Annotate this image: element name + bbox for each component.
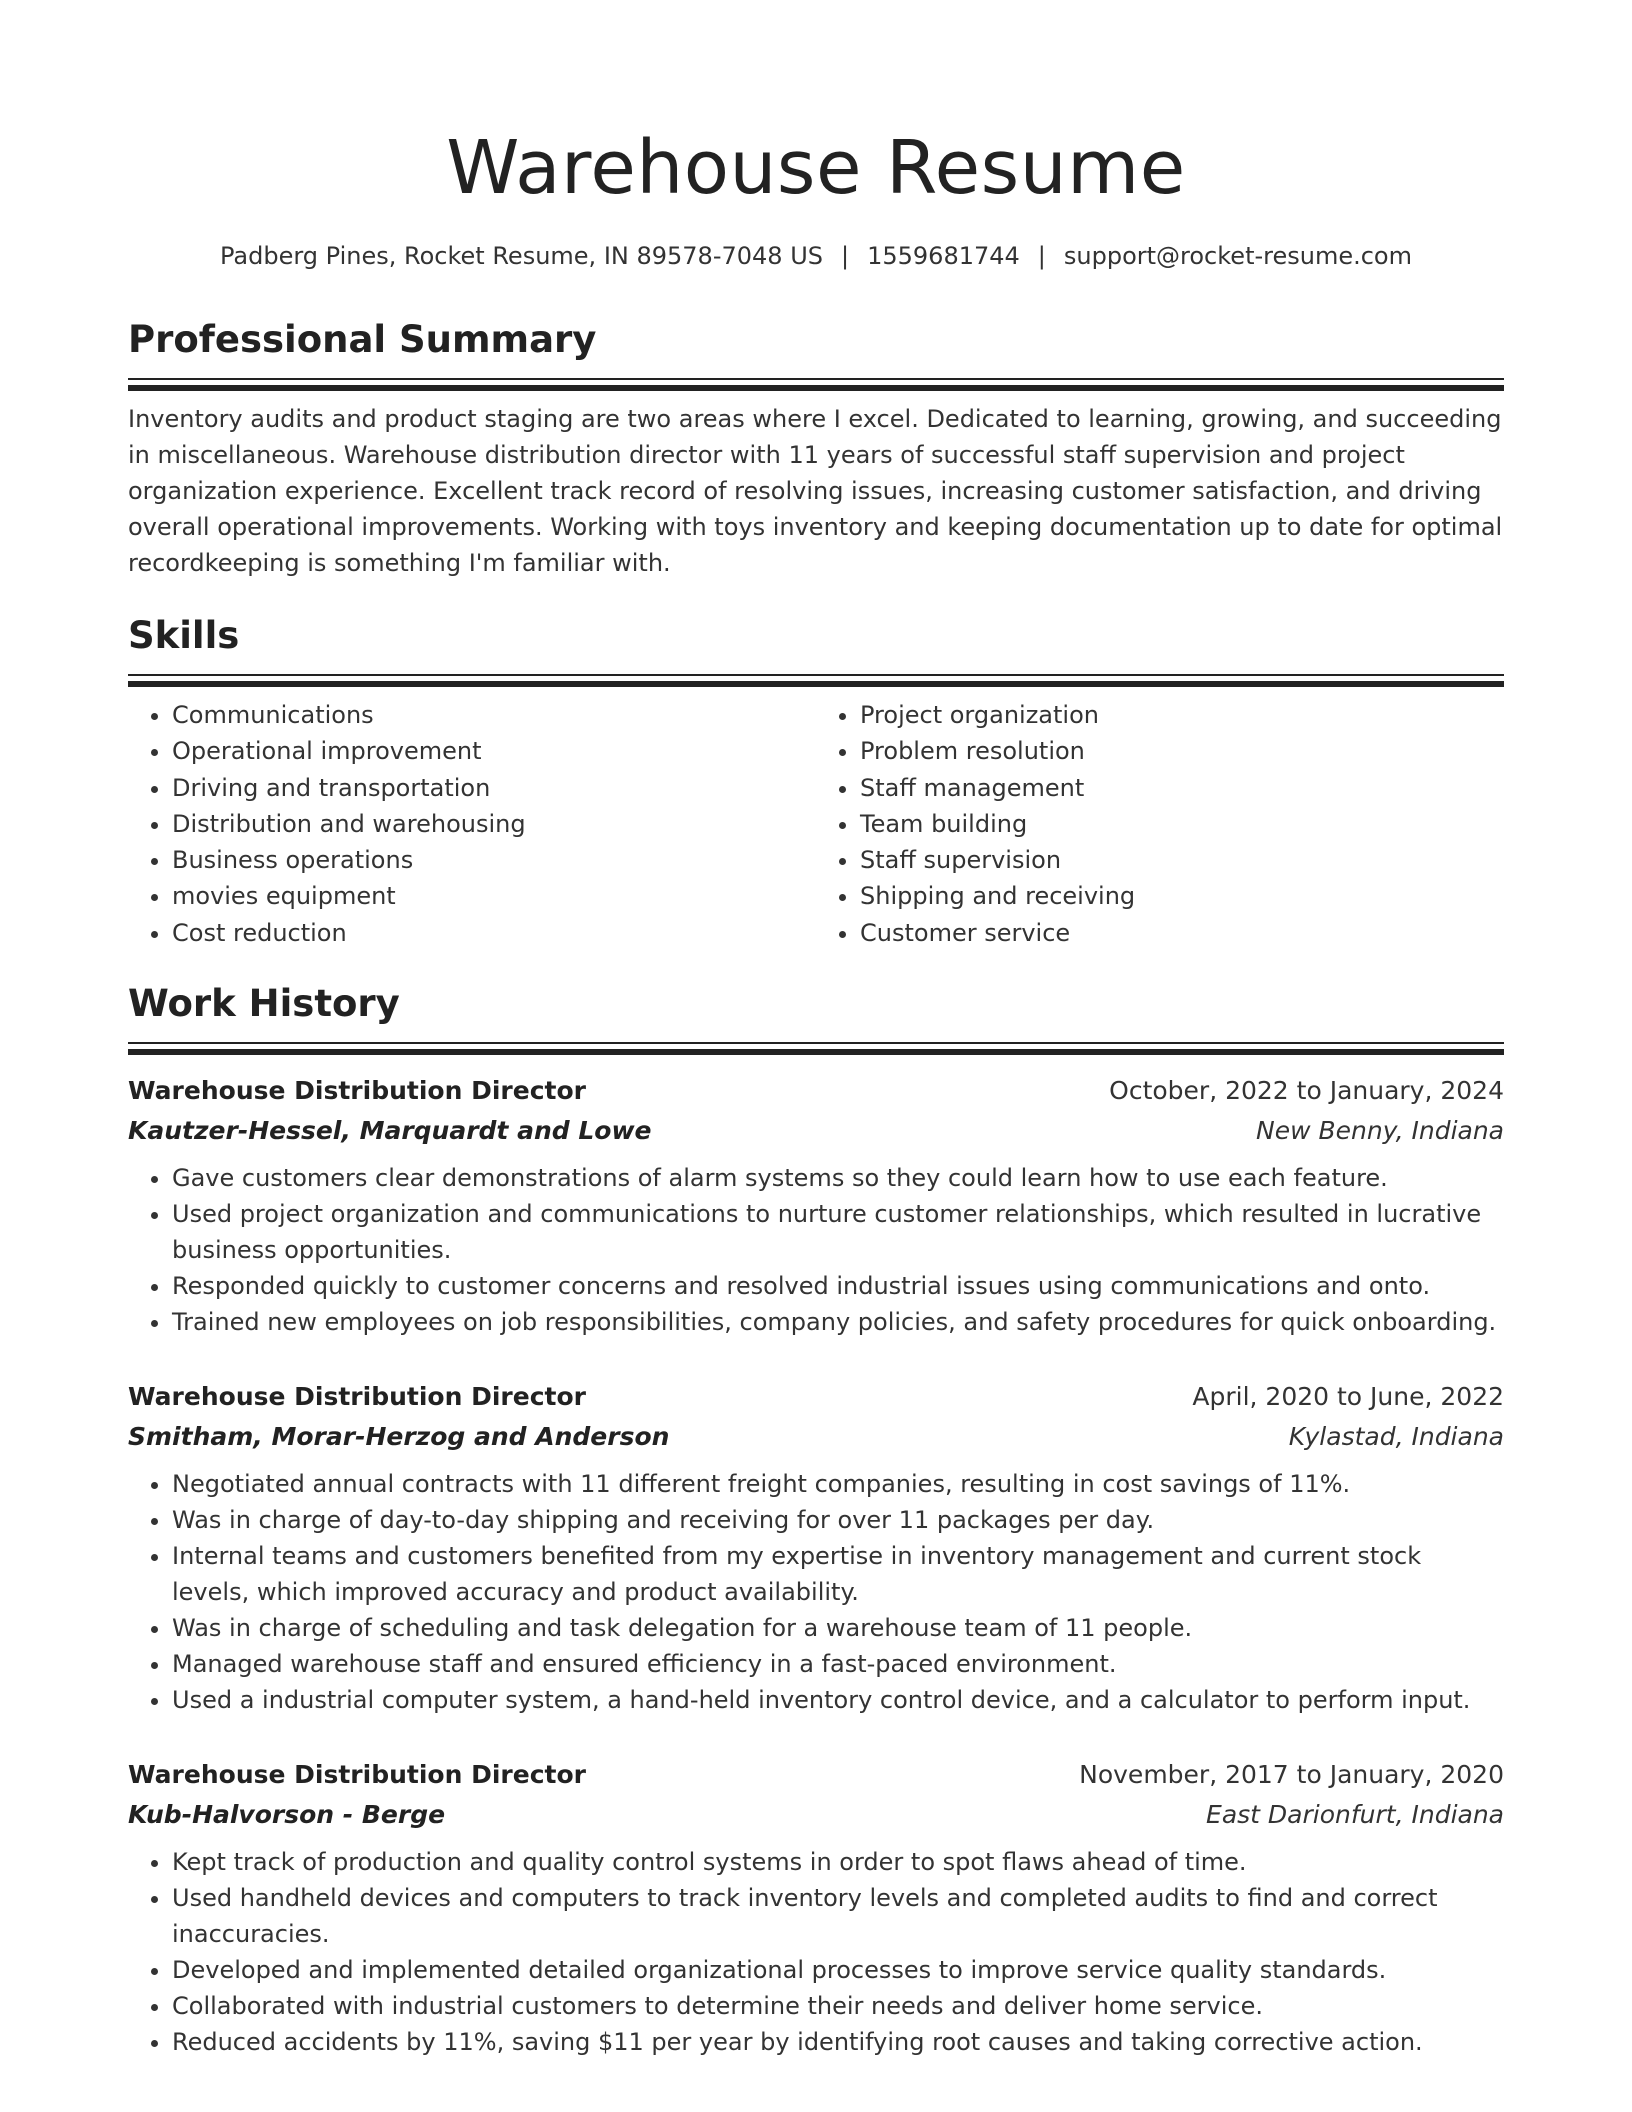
skills-section (128, 612, 1504, 951)
skills-list-left (128, 697, 816, 951)
job-bullet: • Used a industrial computer system, a hand-held inventory control device, and a calculator to perform input. (172, 1682, 1504, 1718)
contact-phone: 1559681744 (867, 242, 1020, 270)
skill-item: • Shipping and receiving (860, 878, 1504, 914)
skill-item: • Project organization (860, 697, 1504, 733)
job-dates: October, 2022 to January, 2024 (1109, 1075, 1504, 1105)
contact-line (128, 238, 1504, 274)
job-location: East Darionfurt, Indiana (1206, 1799, 1504, 1829)
job-dates: April, 2020 to June, 2022 (1192, 1381, 1504, 1411)
job-entry (128, 1376, 1504, 1718)
section-divider (128, 674, 1504, 687)
job-bullet: • Reduced accidents by 11%, saving $11 per year by identifying root causes and taking corrective action. (172, 2024, 1504, 2060)
summary-text: Inventory audits and product staging are two areas where I excel. Dedicated to learning, growing, and succeeding in miscellaneous. Warehouse distribution director with 11 years of successful staff supervision and project organization experience. Excellent track record of resolving issues, increasing customer satisfaction, and driving overall operational improvements. Working with toys inventory and keeping documentation up to date for optimal recordkeeping is something I'm familiar with. (128, 405, 1503, 577)
skill-item: • Distribution and warehousing (172, 806, 816, 842)
skill-item: • Driving and transportation (172, 770, 816, 806)
skill-item: • Communications (172, 697, 816, 733)
job-bullet: • Used project organization and communications to nurture customer relationships, which resulted in lucrative business opportunities. (172, 1196, 1504, 1268)
job-bullet: • Trained new employees on job responsibilities, company policies, and safety procedures for quick onboarding. (172, 1304, 1504, 1340)
job-header-row (128, 1070, 1504, 1110)
job-bullet: • Internal teams and customers benefited from my expertise in inventory management and current stock levels, which improved accuracy and product availability. (172, 1538, 1504, 1610)
job-title: Warehouse Distribution Director (128, 1381, 586, 1411)
job-bullets (128, 1160, 1504, 1340)
resume-title: Warehouse Resume (446, 125, 1186, 211)
section-divider (128, 378, 1504, 391)
job-bullet: • Developed and implemented detailed organizational processes to improve service quality standards. (172, 1952, 1504, 1988)
job-company-row (128, 1416, 1504, 1456)
contact-separator: | (1037, 242, 1046, 270)
contact-separator: | (841, 242, 850, 270)
skill-item: • Staff management (860, 770, 1504, 806)
skills-heading: Skills (128, 614, 240, 657)
job-company: Smitham, Morar-Herzog and Anderson (128, 1421, 670, 1451)
skill-item: • Staff supervision (860, 842, 1504, 878)
skills-list-right (816, 697, 1504, 951)
summary-section (128, 316, 1504, 581)
job-title: Warehouse Distribution Director (128, 1759, 586, 1789)
job-bullet: • Was in charge of day-to-day shipping and receiving for over 11 packages per day. (172, 1502, 1504, 1538)
job-company: Kub-Halvorson - Berge (128, 1799, 446, 1829)
summary-heading: Professional Summary (128, 318, 597, 361)
contact-email: support@rocket-resume.com (1063, 242, 1412, 270)
job-company: Kautzer-Hessel, Marquardt and Lowe (128, 1115, 652, 1145)
job-bullets (128, 1844, 1504, 2060)
work-history-heading: Work History (128, 982, 400, 1025)
skill-item: • Problem resolution (860, 733, 1504, 769)
skill-item: • movies equipment (172, 878, 816, 914)
skill-item: • Cost reduction (172, 915, 816, 951)
skills-columns (128, 697, 1504, 951)
skill-item: • Operational improvement (172, 733, 816, 769)
job-header-row (128, 1376, 1504, 1416)
job-bullet: • Responded quickly to customer concerns and resolved industrial issues using communications and onto. (172, 1268, 1504, 1304)
job-bullets (128, 1466, 1504, 1718)
skill-item: • Team building (860, 806, 1504, 842)
job-bullet: • Kept track of production and quality control systems in order to spot flaws ahead of time. (172, 1844, 1504, 1880)
skill-item: • Customer service (860, 915, 1504, 951)
job-bullet: • Collaborated with industrial customers to determine their needs and deliver home service. (172, 1988, 1504, 2024)
job-location: New Benny, Indiana (1256, 1115, 1504, 1145)
section-divider (128, 1042, 1504, 1055)
contact-address: Padberg Pines, Rocket Resume, IN 89578-7048 US (220, 242, 823, 270)
job-title: Warehouse Distribution Director (128, 1075, 586, 1105)
job-bullet: • Was in charge of scheduling and task delegation for a warehouse team of 11 people. (172, 1610, 1504, 1646)
job-company-row (128, 1794, 1504, 1834)
job-bullet: • Negotiated annual contracts with 11 different freight companies, resulting in cost savings of 11%. (172, 1466, 1504, 1502)
job-bullet: • Gave customers clear demonstrations of alarm systems so they could learn how to use each feature. (172, 1160, 1504, 1196)
job-entry (128, 1070, 1504, 1340)
job-dates: November, 2017 to January, 2020 (1079, 1759, 1504, 1789)
job-bullet: • Managed warehouse staff and ensured efficiency in a fast-paced environment. (172, 1646, 1504, 1682)
job-bullet: • Used handheld devices and computers to track inventory levels and completed audits to find and correct inaccuracies. (172, 1880, 1504, 1952)
job-location: Kylastad, Indiana (1288, 1421, 1504, 1451)
skill-item: • Business operations (172, 842, 816, 878)
job-entry (128, 1754, 1504, 2060)
job-company-row (128, 1110, 1504, 1150)
job-header-row (128, 1754, 1504, 1794)
work-history-section (128, 980, 1504, 1055)
